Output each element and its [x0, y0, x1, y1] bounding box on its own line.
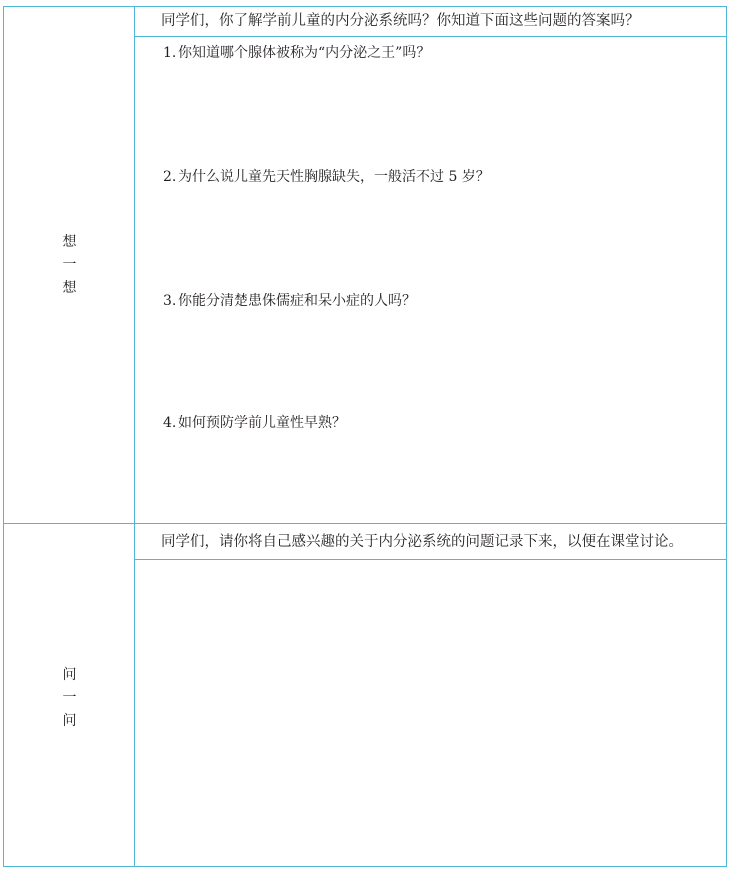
label-char: 一	[62, 257, 77, 273]
question-item	[163, 43, 430, 63]
think-section	[4, 7, 726, 523]
ask-label	[4, 664, 135, 733]
question-item	[163, 291, 416, 311]
question-text: 为什么说儿童先天性胸腺缺失，一般活不过 5 岁？	[178, 169, 490, 185]
think-label	[4, 231, 135, 300]
label-char: 问	[62, 667, 77, 683]
ask-section	[4, 523, 726, 866]
label-char: 想	[62, 280, 77, 296]
ask-intro: 同学们，请你将自己感兴趣的关于内分泌系统的问题记录下来，以便在课堂讨论。	[135, 524, 726, 560]
question-text: 你能分清楚患侏儒症和呆小症的人吗？	[178, 293, 416, 309]
think-intro: 同学们，你了解学前儿童的内分泌系统吗？你知道下面这些问题的答案吗？	[135, 7, 726, 37]
question-number: 2.	[163, 169, 177, 185]
ask-label-cell	[4, 524, 135, 866]
think-label-cell	[4, 7, 135, 523]
question-item	[163, 413, 346, 433]
label-char: 问	[62, 713, 77, 729]
ask-content-cell	[135, 524, 726, 866]
worksheet-table	[3, 6, 727, 867]
question-text: 如何预防学前儿童性早熟？	[178, 415, 346, 431]
question-item	[163, 167, 490, 187]
label-char: 想	[62, 234, 77, 250]
question-number: 3.	[163, 293, 177, 309]
label-char: 一	[62, 690, 77, 706]
question-text: 你知道哪个腺体被称为“内分泌之王”吗？	[178, 45, 431, 61]
answer-writing-area[interactable]	[135, 560, 726, 866]
think-content-cell	[135, 7, 726, 523]
question-number: 1.	[163, 45, 177, 61]
question-number: 4.	[163, 415, 177, 431]
